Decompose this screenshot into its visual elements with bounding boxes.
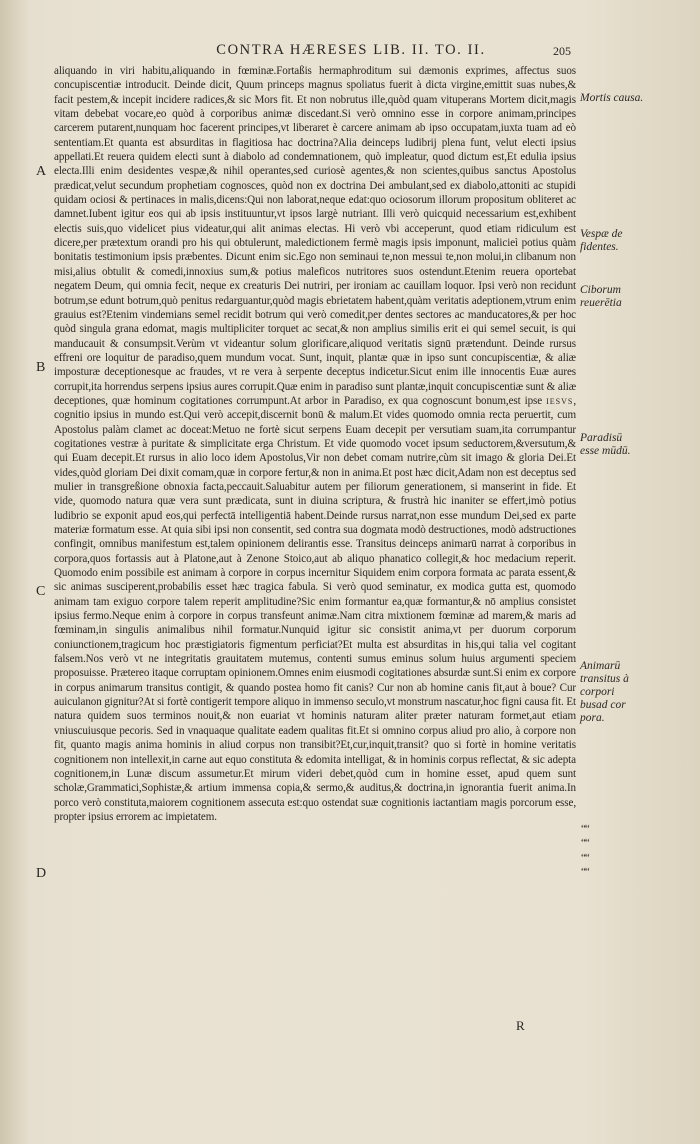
section-letter-b: B — [36, 360, 46, 375]
page-header — [0, 42, 700, 62]
name-iesus: iesvs — [546, 394, 574, 407]
margin-note-paradisum: Paradisū esse mūdū. — [580, 432, 631, 457]
body-text — [54, 64, 576, 824]
quote-mark: ““ — [581, 865, 589, 878]
section-letter-d: D — [36, 866, 47, 881]
margin-note-mortis: Mortis causa. — [580, 92, 644, 104]
signature-mark: R — [516, 1018, 525, 1033]
quote-mark: ““ — [581, 823, 589, 835]
margin-note-vespae: Vespæ de fidentes. — [580, 228, 623, 253]
running-title: CONTRA HÆRESES LIB. II. TO. II. — [216, 42, 486, 58]
section-letter-a: A — [36, 164, 47, 179]
text-segment-2: , cognitio ipsius in mundo est.Qui verò accepit,discernit bonū & malum.Et vides quomodo omnia recta peruertit, cum Apostolus palàm clamet ac doceat:Metuo ne fortè sicut serpens Euam decepit per versutiam suam,ita corrumpantur cogitationes vestræ à puritate & simplicitate erga Christum. Et vide quomodo vocet ipsum seductorem,&versutum,& qui Euam decepit.Et rursus in alio loco idem Apostolus,Vir non debet comam nutrire,cùm sit imago & gloria Dei.Et vides,quòd gloriam Dei dixit comam,quæ in corpore fertur,& non in anima.Et post hæc dicit,Adam non est deceptus sed mulier in transgreßione obnoxia facta,peccauit.Saluabitur autem per filiorum generationem, si manserint in fide. Et vide, quomodo natura quæ vera sunt prædicata, sunt in diuina scriptura, & frustrà hic inaniter se effert,imò potius ludibrio se exponit apud eos,qui perfectā intelligentiā habent.Deinde rursus narrat,non esse mundum Dei,sed ex parte materiæ formatum esse. At quia sibi ipsi non consentit, sed contra sua dogmata modò destructiones, modò adstructiones confingit, omnibus manifestum est,talem opinionem delirantis esse. Transitus deinceps animarū narrat à corporibus in corpora,quos fortassis aut à Platone,aut à Zenone Stoico,aut ab aliquo phanatico collegit,& hoc medacium reperit. Quomodo enim possibile est animam à corpore in corpus incernitur Siquidem enim corpora formata ac parata essent,& sic animas susciperent,probabilis esset hæc tragica fabula. Si verò quod seminatur, ex modica gutta est, quomodo animam tam exiguo corpore talem reperit amplitudine?Sic enim formantur ea,quæ formantur,& nō amplius consistet ipsius fermo.Neque enim à corpore in corpus transfeunt animæ.Nam citra mixtionem fœminæ ad marem,& maris ad fœminam,in singulis animalibus nihil formatur.Nunquid igitur sic consistit anima,vt per duorum corporum coniunctionem,tragicum hoc præstigiatoris figmentum perficiat?Et multa est absurditas in his,qui talia vel cogitant falsem.Nos verò vt ne integritatis grauitatem mutemus, contenti sumus eminus solum huius argumenti speciem proposuisse. Prætereo itaque corruptam opinionem.Omnes enim eiusmodi cogitationes absurdæ sunt.Si enim ex corpore in corpus animarum transitus contigit, & quando postea homo fit canis? Cur non ab homine canis fit,aut à boue? Cur auiculanon gignitur?At si fortè contigerit tempore aliquo in immenso seculo,vt monstrum nascatur,hoc figni causa fit. Et natura quidem suos terminos nouit,& non euariat vt hominis naturam aliter præter naturam formet,aut etiam vniuscuiusque pecoris. Sed in vnaquaque qualitate eadem qualitas fit.Et si omnino corpus aliud pro alio, à corpore non fit, quanto magis anima hominis in aliud corpus non transibit?Et,cur,inquit,transit? quo si fortè in homine veritatis cognitionem non intellexit,in carne aut equo constituta & edomita intelligat, & in hominis corpus reflectat, & sic adepta cognitionem,in Lunæ discum assumetur.Et mirum videri debet,quòd cum in homine esset, apud quem sunt scholæ,Grammatici,Sophistæ,& artium immensa copia,& sermo,& auditus,& doctrina,in ignorantia fuerit anima.In porco verò constituta,maiorem cognitionem assecuta est:quo ostendat suæ cognitionis iactantiam magis porcorum esse, propter ipsius errorem ac impietatem. — [54, 394, 576, 823]
main-paragraph — [54, 64, 576, 824]
quote-mark: ““ — [581, 837, 589, 850]
quotation-marks — [581, 822, 589, 879]
quote-mark: ““ — [581, 851, 589, 864]
section-letter-c: C — [36, 584, 46, 599]
text-segment-1: aliquando in viri habitu,aliquando in fœminæ.Fortaßis hermaphroditum sui dæmonis exprimes, affectus suos concupiscentiæ introducit. Deinde dicit, Quum princeps magnus spoliatus fuerit à dicta virgine,emittit suas nubes,& facit pestem,& incepit incidere radices,& sic Mors fit. Et non nobrutus ille,quòd quam vituperans Mortem dicit,magis vitam debebat vocare,eo quòd à corporibus animæ discedant.Si verò omnino esse in corpore animam,principes carcerem putarent,nunquam hoc facerent principes,vt liberaret è carcere animam ab ipso occupatam,iuxta tuam ad eò sententiam.Et quanta est absurditas in flagitiosa hac doctrina?Alia deinceps ludibrij plena funt, velut electi ipsius appellati.Et reuera quidem electi sunt à diabolo ad condemnationem, quò impleatur, quod dictum est,Et edulia ipsius electa.Illi enim desidentes vespæ,& nihil operantes,sed curiosè agentes,& non scientes,quibus sanctus Apostolus prædicat,velut secundum prophetiam cognosces, quòd non ex doctrina Dei ambulant,sed ex diabolo,attoniti ac stupidi quidam ociosi & pertinaces in malis,dicens:Qui non laborat,neque edat:quo ociosorum illorum propositum obliteret ac damnet.Iubent igitur eos qui ab ipsis instituuntur,vt ipsos largè nutriant. Illi verò quicquid necessarium est,exhibent electis suis,quo videlicet pius videatur,qui alit animas electas. Hi verò vbi acceperunt, quod etiam ridiculum est dicere,per prætextum orandi pro his qui obtulerunt, maledictionem fermè magis ipsis imponunt, malicieì potius quàm bonitatis testimonium ipsis præbentes. Dicunt enim sic.Ego non seminaui te,non messui te,non molui,in clibanum non misi,alius obtulit & comedi,innoxius sum,& potius maleficos nutritores suos ostendunt.Etenim reuera oportebat negatem Deum, qui omnia fecit, neque ex creaturis Dei nutriri, per ironiam ac cauillam loquor. Ipsi verò non recidunt botrum,se edunt botrum,quò penitus redarguantur,quòd magis ebrietatem habent,quàm veritatis adeptionem,vtrum enim grauius est?Etenim vindemians semel recidit botrum qui verò comedit,per dentes sectores ac manducatores,& per hoc quòd singula grana edomat, magis multipliciter torquet ac secat,& non amplius similis erit ei qui semel secuit, is qui manducauit & consumpsit.Verùm vt videantur solum glorificare,aliquod veritatis signū prætendunt. Deinde rursus effreni ore loquitur de paradiso,quem mundum vocat. Sunt, inquit, plantæ quæ in ipso sunt concupiscentiæ, & aliæ imposturæ deceptionesque ac fraudes, vt re vera à serpente deceptus indicetur.Sicut enim ille innocentis Euæ aures corrupit,ita horrendus serpens ipsius aures corrupit.Quæ enim in paradiso sunt plantæ,inquit concupiscentiæ sunt & aliæ deceptiones, quæ hominum cogitationes corrumpunt.At arbor in Paradiso, ex qua cognoscunt bonum,est ipse — [54, 65, 576, 407]
folio-number: 205 — [553, 44, 571, 58]
margin-note-ciborum: Ciborum reuerētia — [580, 284, 622, 309]
margin-note-animarum: Animarū transitus à corpori busad cor pora. — [580, 660, 629, 724]
